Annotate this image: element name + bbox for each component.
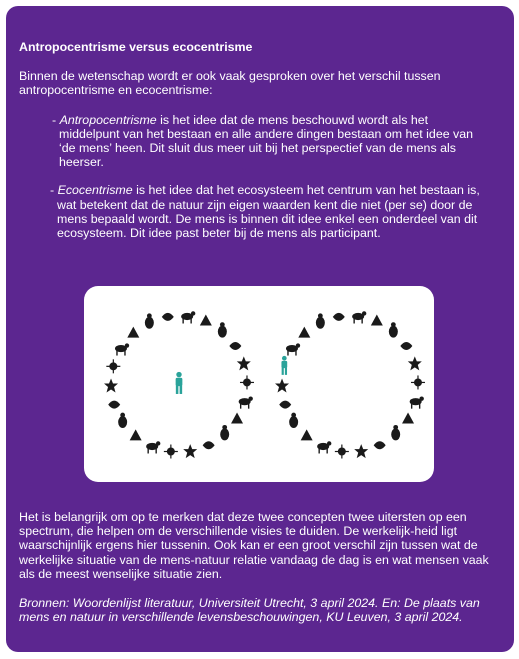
snake-icon: [275, 379, 289, 393]
rabbit-icon: [106, 359, 120, 373]
term-ecocentrisme: Ecocentrisme: [57, 183, 133, 198]
squirrel-icon: [115, 343, 129, 355]
butterfly-icon: [391, 425, 400, 440]
horse-icon: [316, 313, 325, 328]
plant-icon: [183, 444, 197, 458]
shell-icon: [301, 429, 313, 440]
cat-icon: [162, 313, 174, 321]
tree-icon: [164, 445, 178, 459]
bird-icon: [231, 412, 243, 423]
ecocentric-circle: [275, 311, 425, 458]
term-antropocentrisme: Antropocentrisme: [59, 112, 157, 127]
deer-icon: [218, 322, 227, 337]
star-icon: [146, 441, 160, 453]
human-icon: [281, 356, 287, 375]
circle-diagram-figure: [84, 286, 434, 482]
mouse-icon: [410, 396, 424, 408]
monkey-icon: [279, 401, 291, 409]
horse-icon: [145, 313, 154, 328]
bear-icon: [237, 356, 251, 370]
tree-icon: [335, 445, 349, 459]
shell-icon: [130, 429, 142, 440]
list-item-antropocentrisme: [19, 113, 499, 170]
section-title: Antropocentrisme versus ecocentrisme: [19, 40, 253, 54]
spider-icon: [203, 441, 215, 449]
mouse-icon: [239, 396, 253, 408]
content: [19, 40, 499, 254]
definition-ecocentrisme: is het idee dat het ecosysteem het centrum van het bestaan is, wat betekent dat de natuur zijn eigen waarden kent die niet (per se) door de mens bepaald wordt. De mens is binnen dit idee enkel een onderdeel van dit ecosysteem. Dit idee past beter bij de mens als participant.: [57, 183, 480, 241]
anthropocentric-circle: [104, 311, 254, 458]
intro-paragraph: Binnen de wetenschap wordt er ook vaak gesproken over het verschil tussen antropocentrisme en ecocentrisme:: [19, 69, 441, 98]
list-item-ecocentrisme: [19, 183, 499, 240]
fish-icon: [289, 413, 298, 428]
human-icon: [176, 372, 183, 394]
star-icon: [317, 441, 331, 453]
bullet: -: [50, 183, 58, 198]
fish-icon: [118, 413, 127, 428]
deer-icon: [400, 342, 412, 350]
deer-icon: [229, 342, 241, 350]
horse-icon: [181, 311, 195, 323]
monkey-icon: [108, 401, 120, 409]
snake-icon: [104, 379, 118, 393]
squirrel-icon: [286, 343, 300, 355]
bullet: -: [52, 112, 60, 127]
pig-icon: [411, 375, 425, 389]
cat-icon: [200, 315, 212, 326]
sources-note: Bronnen: Woordenlijst literatuur, Universiteit Utrecht, 3 april 2024. En: De plaats van mens en natuur in verschillende levensbeschouwingen, KU Leuven, 3 april 2024.: [19, 596, 480, 625]
pig-icon: [240, 375, 254, 389]
horse-icon: [352, 311, 366, 323]
cat-icon: [333, 313, 345, 321]
bear-icon: [408, 356, 422, 370]
beetle-icon: [127, 327, 139, 338]
spider-icon: [374, 441, 386, 449]
bird-icon: [402, 412, 414, 423]
beetle-icon: [298, 327, 310, 338]
cat-icon: [371, 315, 383, 326]
diagram-illustration: [84, 286, 434, 482]
definition-antropocentrisme: is het idee dat de mens beschouwd wordt als het middelpunt van het bestaan en alle andere dingen bestaan om het idee van ‘de mens’ heen. Dit sluit dus meer uit bij het perspectief van de mens als heerser.: [59, 112, 474, 170]
butterfly-icon: [220, 425, 229, 440]
conclusion-paragraph: Het is belangrijk om op te merken dat deze twee concepten twee uitersten op een spectrum, die helpen om de verschillende visies te duiden. De werkelijk-heid ligt waarschijnlijk ergens hier tussenin. Ook kan er een groot verschil zijn tussen wat de werkelijke situatie van de mens-natuur relatie vandaag de dag is en wat mensen vaak als de meest wenselijke situatie zien.: [19, 510, 489, 581]
plant-icon: [354, 444, 368, 458]
deer-icon: [389, 322, 398, 337]
bottom-text: [19, 510, 503, 624]
